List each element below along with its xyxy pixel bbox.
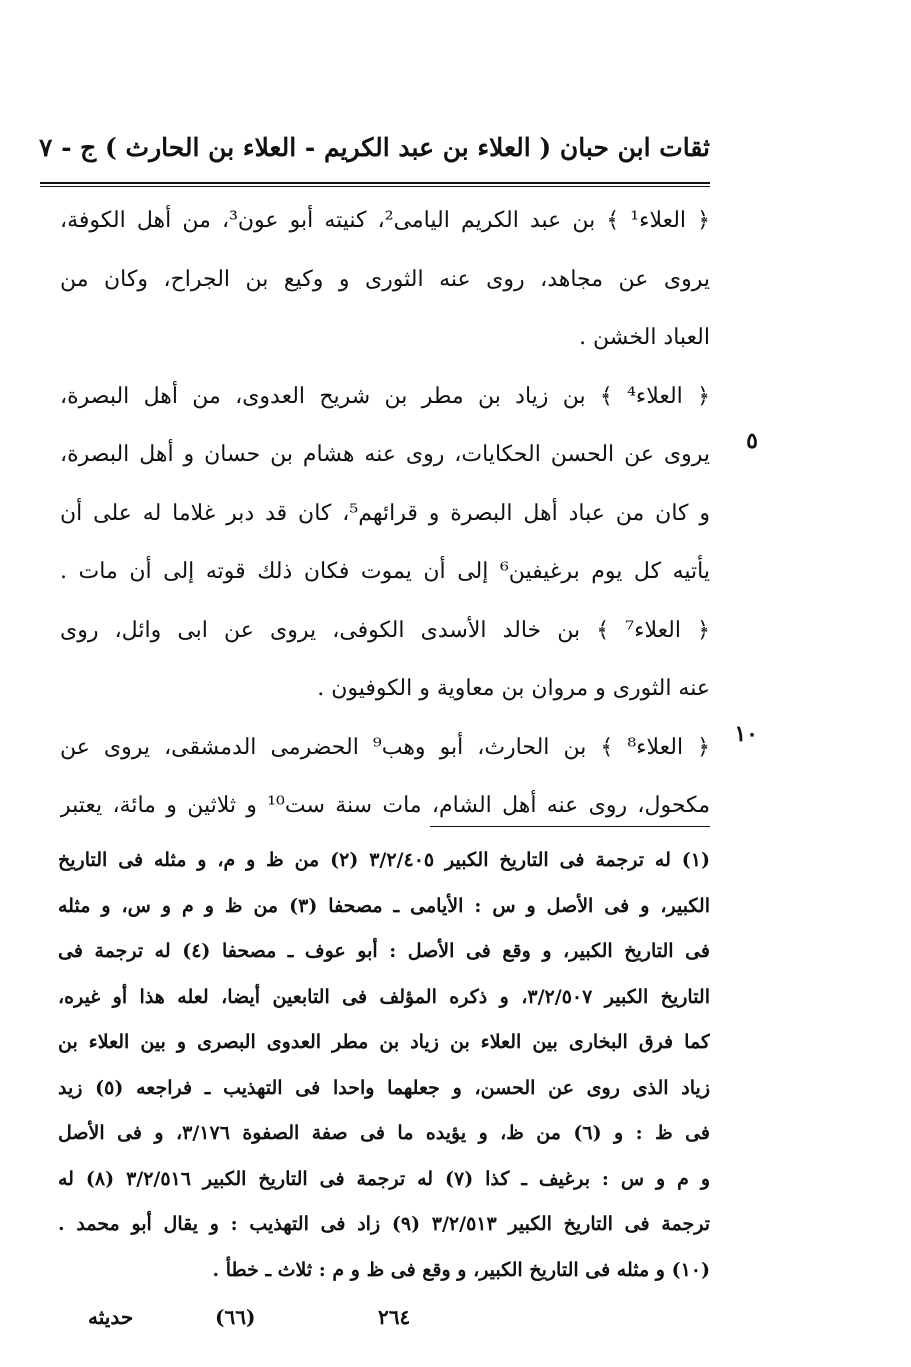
line-number-10: ١٠: [734, 721, 758, 747]
header-rule: [40, 182, 710, 184]
footnote-line: التاريخ الكبير ٣/٢/٥٠٧، و ذكره المؤلف فى التابعين أيضا، لعله هذا أو غيره،: [58, 985, 710, 1008]
page-header: [38, 128, 710, 168]
text-line: عنه الثورى و مروان بن معاوية و الكوفيون .: [317, 676, 710, 701]
text-line: ﴿ العلاء⁸ ﴾ بن الحارث، أبو وهب⁹ الحضرمى الدمشقى، يروى عن: [60, 734, 710, 760]
footnotes: [58, 838, 710, 1293]
footer-sequence-number: (٦٦): [215, 1305, 256, 1329]
footnote-line: ترجمة فى التاريخ الكبير ٣/٢/٥١٣ (٩) زاد فى التهذيب : و يقال أبو محمد .: [58, 1213, 710, 1235]
line-number-5: ٥: [746, 428, 758, 454]
footnote-line: الكبير، و فى الأصل و س : الأيامى ـ مصحفا (٣) من ظ و م و س، و مثله: [58, 894, 710, 917]
footnote-line: كما فرق البخارى بين العلاء بن زياد بن مطر العدوى البصرى و بين العلاء بن: [58, 1031, 710, 1053]
text-line: يروى عن الحسن الحكايات، روى عنه هشام بن حسان و أهل البصرة،: [60, 442, 710, 467]
text-line: ﴿ العلاء¹ ﴾ بن عبد الكريم اليامى²، كنيته أبو عون³، من أهل الكوفة،: [60, 208, 710, 233]
text-line: مكحول، روى عنه أهل الشام، مات سنة ست¹⁰ و ثلاثين و مائة، يعتبر: [60, 793, 710, 818]
footnote-line: زياد الذى روى عن الحسن، و جعلهما واحدا فى التهذيب ـ فراجعه (٥) زيد: [58, 1076, 710, 1099]
footnote-line: فى ظ : و (٦) من ظ، و يؤيده ما فى صفة الصفوة ٣/١٧٦، و فى الأصل: [58, 1122, 710, 1144]
footnote-line: فى التاريخ الكبير، و وقع فى الأصل : أبو عوف ـ مصحفا (٤) له ترجمة فى: [58, 940, 710, 962]
page-footer: [0, 1305, 911, 1345]
footnote-line: (١) له ترجمة فى التاريخ الكبير ٣/٢/٤٠٥ (٢) من ظ و م، و مثله فى التاريخ: [58, 849, 710, 871]
footnote-separator: [430, 826, 710, 827]
footnote-line: و م و س : برغيف ـ كذا (٧) له ترجمة فى التاريخ الكبير ٣/٢/٥١٦ (٨) له: [58, 1167, 710, 1190]
text-line: العباد الخشن .: [579, 325, 710, 350]
main-text: [60, 192, 710, 836]
text-line: و كان من عباد أهل البصرة و قرائهم⁵، كان قد دبر غلاما له على أن: [60, 500, 710, 526]
header-title: ثقات ابن حبان ( العلاء بن عبد الكريم - العلاء بن الحارث ) ج - ٧: [38, 133, 710, 162]
text-line: ﴿ العلاء⁷ ﴾ بن خالد الأسدى الكوفى، يروى عن ابى وائل، روى: [60, 617, 710, 643]
text-line: يروى عن مجاهد، روى عنه الثورى و وكيع بن الجراح، وكان من: [60, 266, 710, 292]
text-line: يأتيه كل يوم برغيفين⁶ إلى أن يموت فكان ذلك قوته إلى أن مات .: [60, 559, 710, 584]
footer-page-number: ٢٦٤: [378, 1305, 411, 1329]
text-line: ﴿ العلاء⁴ ﴾ بن زياد بن مطر بن شريح العدوى، من أهل البصرة،: [60, 383, 710, 409]
footer-signature: حديثه: [88, 1305, 134, 1329]
header-rule-thin: [40, 186, 710, 187]
footnote-line: (١٠) و مثله فى التاريخ الكبير، و وقع فى ظ و م : ثلاث ـ خطأ .: [212, 1258, 710, 1281]
